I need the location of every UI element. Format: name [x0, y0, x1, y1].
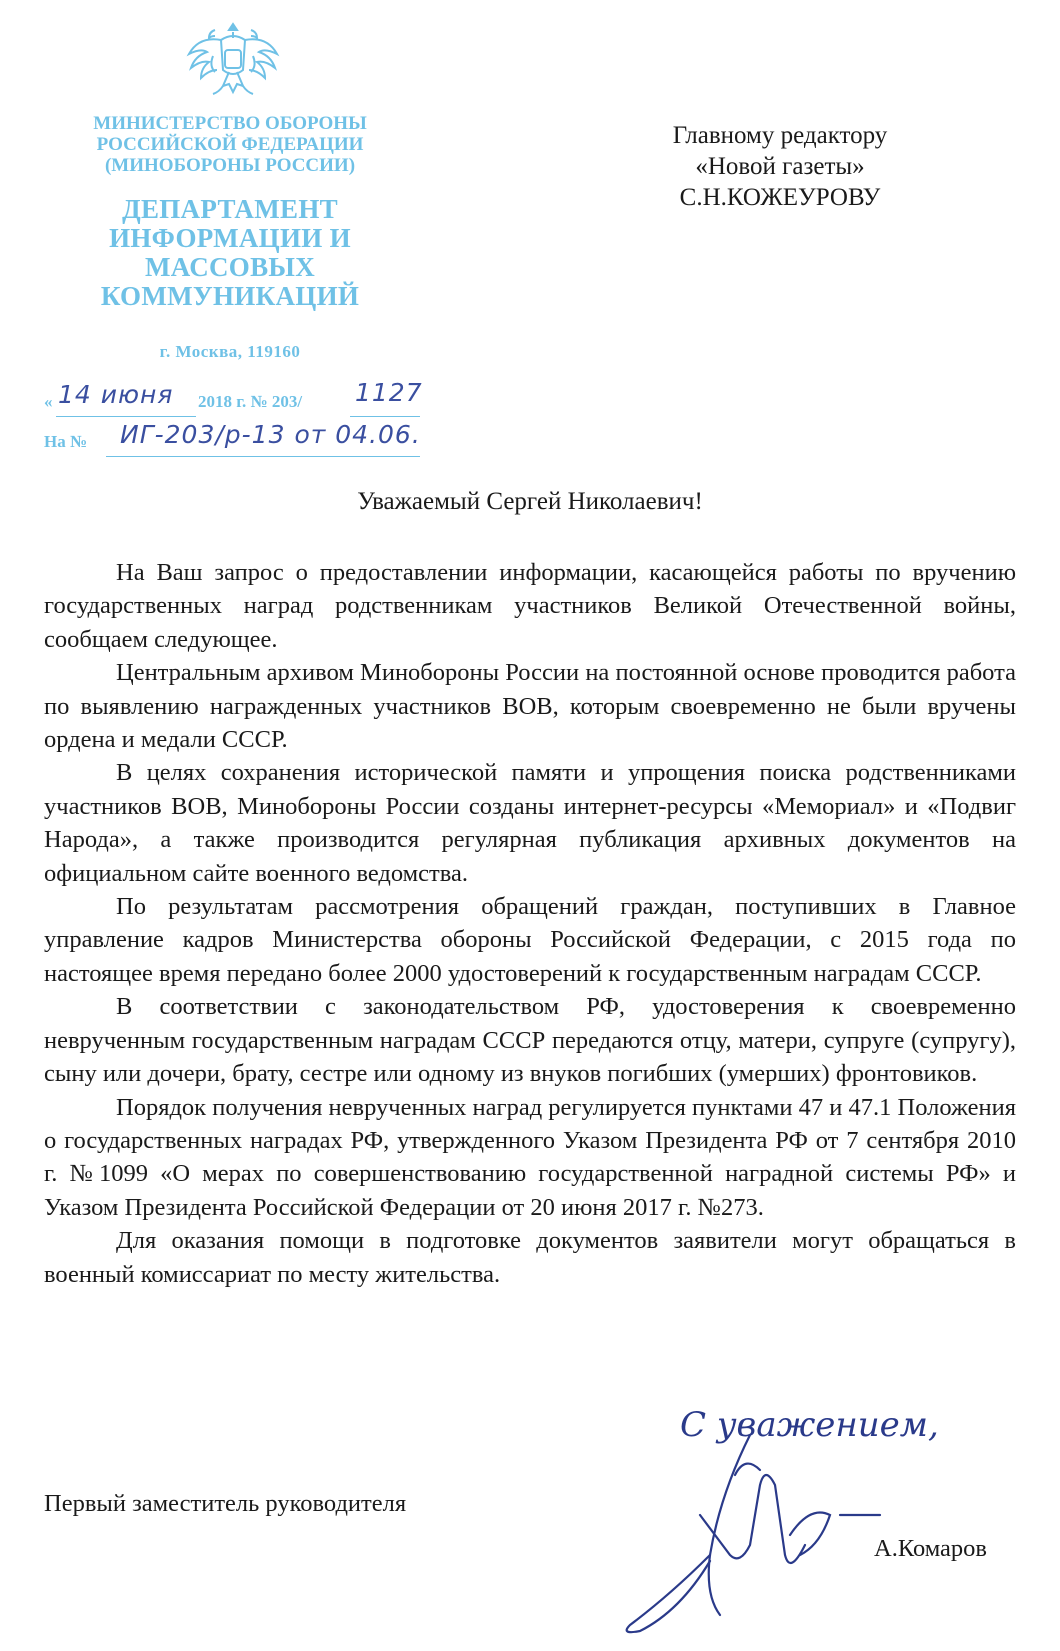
- signature-icon: [600, 1415, 1020, 1651]
- department-name: [40, 195, 420, 311]
- ministry-line: (МИНОБОРОНЫ РОССИИ): [104, 155, 356, 176]
- addressee-block: [600, 120, 960, 213]
- ministry-name: [40, 113, 420, 176]
- signer-position: Первый заместитель руководителя: [44, 1490, 407, 1517]
- body-paragraph: Для оказания помощи в подготовке документов заявители могут обращаться в военный комиссариат по месту жительства.: [44, 1227, 1016, 1288]
- handwritten-number: 1127: [355, 378, 423, 407]
- year-number-label: 2018 г. № 203/: [198, 392, 303, 411]
- addressee-line: «Новой газеты»: [695, 153, 865, 180]
- reference-underline: [106, 456, 420, 457]
- ministry-line: РОССИЙСКОЙ ФЕДЕРАЦИИ: [96, 134, 364, 155]
- addressee-line: С.Н.КОЖЕУРОВУ: [679, 184, 881, 211]
- salutation: Уважаемый Сергей Николаевич!: [357, 488, 703, 515]
- letter-body: [44, 556, 1016, 1291]
- department-line: КОММУНИКАЦИЙ: [100, 281, 360, 311]
- addressee-line: Главному редактору: [672, 122, 888, 149]
- body-paragraph: Порядок получения неврученных наград регулируется пунктами 47 и 47.1 Положения о государственных наградах РФ, утвержденного Указом Президента РФ от 7 сентября 2010 г. №1099 «О мерах по совершенствованию государственной наградной системы РФ» и Указом Президента Российской Федерации от 20 июня 2017 г. №273.: [44, 1093, 1016, 1221]
- handwritten-reference: ИГ-203/р-13 от 04.06.: [120, 420, 421, 449]
- body-paragraph: В целях сохранения исторической памяти и упрощения поиска родственниками участников ВОВ, Минобороны России созданы интернет-ресурсы «Мемориал» и «Подвиг Народа», а также производится регулярная публикация архивных документов на официальном сайте военного ведомства.: [44, 759, 1016, 887]
- number-underline: [350, 416, 420, 417]
- letterhead-city: г. Москва, 119160: [159, 342, 301, 361]
- double-headed-eagle-icon: [185, 16, 281, 112]
- body-paragraph: Центральным архивом Минобороны России на постоянной основе проводится работа по выявлению награжденных участников ВОВ, которым своевременно не были вручены ордена и медали СССР.: [44, 659, 1016, 754]
- department-line: ИНФОРМАЦИИ И: [109, 223, 351, 253]
- ministry-line: МИНИСТЕРСТВО ОБОРОНЫ: [93, 113, 367, 134]
- body-paragraph: В соответствии с законодательством РФ, удостоверения к своевременно неврученным государственным наградам СССР передаются отцу, матери, супруге (супругу), сыну или дочери, брату, сестре или одному из внуков погибших (умерших) фронтовиков.: [44, 993, 1016, 1088]
- department-line: МАССОВЫХ: [144, 252, 316, 282]
- body-paragraph: По результатам рассмотрения обращений граждан, поступивших в Главное управление кадров Министерства обороны Российской Федерации, с 2015 года по настоящее время передано более 2000 удостоверений к государственным наградам СССР.: [44, 893, 1016, 987]
- body-paragraph: На Ваш запрос о предоставлении информации, касающейся работы по вручению государственных наград родственникам участников Великой Отечественной войны, сообщаем следующее.: [44, 559, 1016, 653]
- signer-name: А.Комаров: [874, 1535, 988, 1562]
- date-underline: [56, 416, 196, 417]
- handwritten-date: 14 июня: [58, 380, 174, 409]
- date-quote: «: [44, 392, 53, 411]
- department-line: ДЕПАРТАМЕНТ: [122, 194, 338, 224]
- reference-label: На №: [44, 432, 88, 451]
- handwritten-closing: С уважением,: [680, 1405, 939, 1445]
